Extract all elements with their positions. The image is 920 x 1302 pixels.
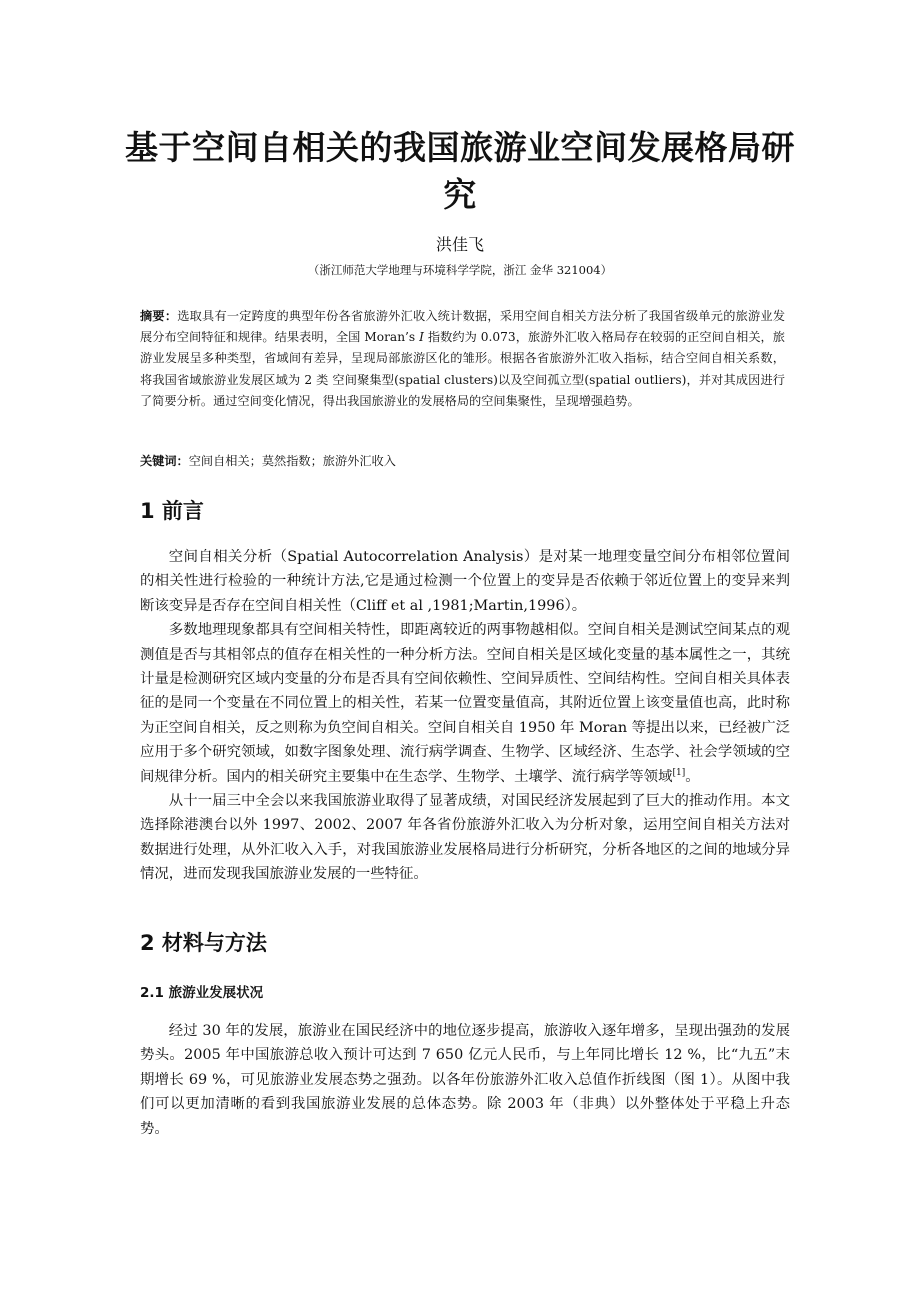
abstract-text-2: 指数约为 0.073，旅游外汇收入格局存在较弱的正空间自相关，旅游业发展呈多种类型，省域间有差异，呈现局部旅游区化的雏形。根据各省旅游外汇收入指标，结合空间自相关系数，将我国省域旅游业发展区域为 2 类 空间聚集型(spatial clusters)以及空间孤立型(spatial outliers)，并对其成因进行了简要分析。通过空间变化情况，得出我国旅游业的发展格局的空间集聚性，呈现增强趋势。 xyxy=(140,330,785,408)
section-1-paragraph-3: 从十一届三中全会以来我国旅游业取得了显著成绩，对国民经济发展起到了巨大的推动作用。本文选择除港澳台以外 1997、2002、2007 年各省份旅游外汇收入为分析对象，运用空间自相关方法对数据进行处理，从外汇收入入手，对我国旅游业发展格局进行分析研究，分析各地区的之间的地域分异情况，进而发现我国旅游业发展的一些特征。 xyxy=(140,793,790,883)
subsection-2-1-heading: 2.1 旅游业发展状况 xyxy=(140,985,264,1001)
keywords-text: 空间自相关；莫然指数；旅游外汇收入 xyxy=(188,454,396,468)
paper-title: 基于空间自相关的我国旅游业空间发展格局研究 xyxy=(125,128,795,214)
citation-ref: [1] xyxy=(672,767,686,778)
abstract-text-1: 选取具有一定跨度的典型年份各省旅游外汇收入统计数据，采用空间自相关方法分析了我国省级单元的旅游业发展分布空间特征和规律。结果表明，全国 Moran’s xyxy=(140,309,786,345)
section-1-paragraph-2-text: 多数地理现象都具有空间相关特性，即距离较近的两事物越相似。空间自相关是测试空间某点的观测值是否与其相邻点的值存在相关性的一种分析方法。空间自相关是区域化变量的基本属性之一，其统计量是检测研究区域内变量的分布是否具有空间依赖性、空间异质性、空间结构性。空间自相关具体表征的是同一个变量在不同位置上的相关性，若某一位置变量值高，其附近位置上该变量值也高，此时称为正空间自相关，反之则称为负空间自相关。空间自相关自 1950 年 Moran 等提出以来，已经被广泛应用于多个研究领域，如数字图象处理、流行病学调查、生物学、区域经济、生态学、社会学领域的空间规律分析。国内的相关研究主要集中在生态学、生物学、土壤学、流行病学等领域 xyxy=(140,622,790,785)
section-1-paragraph-2-end: 。 xyxy=(685,768,700,785)
section-2-heading: 2 材料与方法 xyxy=(140,931,267,955)
abstract xyxy=(140,306,785,412)
section-1-heading: 1 前言 xyxy=(140,499,204,523)
author-name: 洪佳飞 xyxy=(435,235,484,254)
section-1-paragraph-2 xyxy=(140,618,790,789)
abstract-label: 摘要： xyxy=(140,309,178,323)
abstract-italic-variable: I xyxy=(419,330,424,345)
keywords-label: 关键词： xyxy=(140,454,189,468)
section-1-body xyxy=(140,545,790,887)
section-2-1-body xyxy=(140,1019,790,1141)
section-2-1-paragraph-1: 经过 30 年的发展，旅游业在国民经济中的地位逐步提高，旅游收入逐年增多，呈现出强劲的发展势头。2005 年中国旅游总收入预计可达到 7 650 亿元人民币，与上年同比增长 12 %，比“九五”末期增长 69 %，可见旅游业发展态势之强劲。以各年份旅游外汇收入总值作折线图（图 1）。从图中我们可以更加清晰的看到我国旅游业发展的总体态势。除 2003 年（非典）以外整体处于平稳上升态势。 xyxy=(140,1023,790,1137)
section-1-paragraph-1: 空间自相关分析（Spatial Autocorrelation Analysis）是对某一地理变量空间分布相邻位置间的相关性进行检验的一种统计方法,它是通过检测一个位置上的变异是否依赖于邻近位置上的变异来判断该变异是否存在空间自相关性（Cliff et al ,1981;Martin,1996）。 xyxy=(140,549,790,614)
author-affiliation: （浙江师范大学地理与环境科学学院，浙江 金华 321004） xyxy=(307,263,613,277)
keywords xyxy=(140,451,785,472)
